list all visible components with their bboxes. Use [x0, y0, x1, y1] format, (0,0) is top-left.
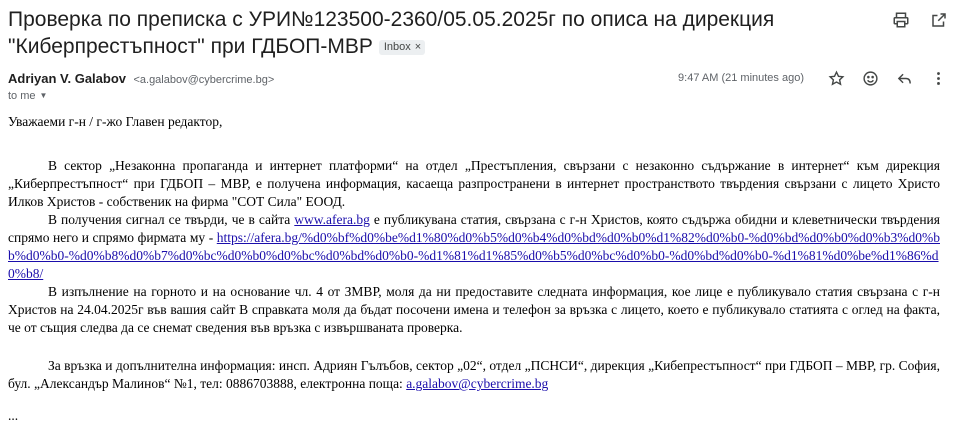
- paragraph-4-text: За връзка и допълнителна информация: инсп. Адриян Гълъбов, сектор „02“, отдел „ПСНСИ“, дирекция „Кибепрестъпност“ при ГДБОП – МВР, гр. София, бул. „Александър Малинов“ №1, тел: 0886703888, електронна поща:: [8, 358, 940, 391]
- message-time: 9:47 AM (21 minutes ago): [678, 72, 804, 84]
- paragraph-2-text-middle: е публикувана статия, свързана с г-н Христов, която съдържа обидни и клеветнически твърдения спрямо него и спрямо фирмата му -: [8, 212, 940, 245]
- inbox-label-chip[interactable]: [379, 40, 425, 55]
- email-subject: [8, 6, 888, 60]
- recipients-row[interactable]: [8, 90, 47, 102]
- greeting: Уважаеми г-н / г-жо Главен редактор,: [8, 114, 223, 129]
- remove-label-icon[interactable]: ×: [414, 41, 422, 53]
- print-icon[interactable]: [891, 10, 911, 30]
- star-icon[interactable]: [826, 68, 846, 88]
- message-actions: [678, 68, 948, 88]
- quoted-text-ellipsis[interactable]: ...: [8, 408, 19, 423]
- spacer: [8, 337, 940, 357]
- chevron-down-icon[interactable]: ▼: [39, 91, 48, 100]
- sender-email: <a.galabov@cybercrime.bg>: [133, 74, 275, 86]
- sender-row: [8, 70, 948, 92]
- recipients-text: to me: [8, 90, 36, 102]
- article-link[interactable]: https://afera.bg/%d0%bf%d0%be%d1%80%d0%b5%d0%b4%d0%bd%d0%b0%d1%82%d0%b0-%d0%bd%d0%b0%d0%b3%d0%bb%d0%b0-%d0%b8%d0%b7%d0%bc%d0%b0%d0%bc%d0%bd%d0%b0-%d1%81%d1%85%d0%b5%d0%bc%d0%b0-%d0%bd%d0%b0-%d1%81%d0%be%d1%86%d0%b8/: [8, 230, 940, 281]
- reply-icon[interactable]: [894, 68, 914, 88]
- header-actions: [891, 10, 949, 30]
- emoji-react-icon[interactable]: [860, 68, 880, 88]
- paragraph-3: В изпълнение на горното и на основание чл. 4 от ЗМВР, моля да ни предоставите следната информация, кое лице е публикувало статия свързана с г-н Христов на 24.04.2025г във вашия сайт В справката моля да бъдат посочени имена и телефон за връзка с лицето, което е публикувало статията с оглед на факта, че от същия следва да се снемат сведения във връзка с извършваната проверка.: [8, 284, 940, 335]
- paragraph-2: [8, 211, 940, 283]
- paragraph-2-text-start: В получения сигнал се твърди, че в сайта: [48, 212, 295, 227]
- site-link[interactable]: www.afera.bg: [294, 212, 370, 227]
- email-body: [8, 113, 940, 425]
- email-subject-text: Проверка по преписка с УРИ№123500-2360/05.05.2025г по описа на дирекция "Киберпрестъпност" при ГДБОП-МВР: [8, 8, 775, 58]
- more-vert-icon[interactable]: [928, 68, 948, 88]
- paragraph-4: [8, 357, 940, 393]
- inbox-label-text: Inbox: [383, 41, 411, 53]
- paragraph-1: В сектор „Незаконна пропаганда и интернет платформи“ на отдел „Престъпления, свързани с незаконно съдържание в интернет“ към дирекция „Киберпрестъпност“ при ГДБОП – МВР, е получена информация, касаеща разпространени в интернет пространството твърдения свързани с лицето Христо Илков Христов - собственик на фирма "СОТ Сила" ЕООД.: [8, 158, 940, 209]
- contact-email-link[interactable]: a.galabov@cybercrime.bg: [406, 376, 549, 391]
- open-in-new-window-icon[interactable]: [929, 10, 949, 30]
- sender-name[interactable]: Adriyan V. Galabov: [8, 71, 127, 86]
- email-header: [8, 6, 888, 60]
